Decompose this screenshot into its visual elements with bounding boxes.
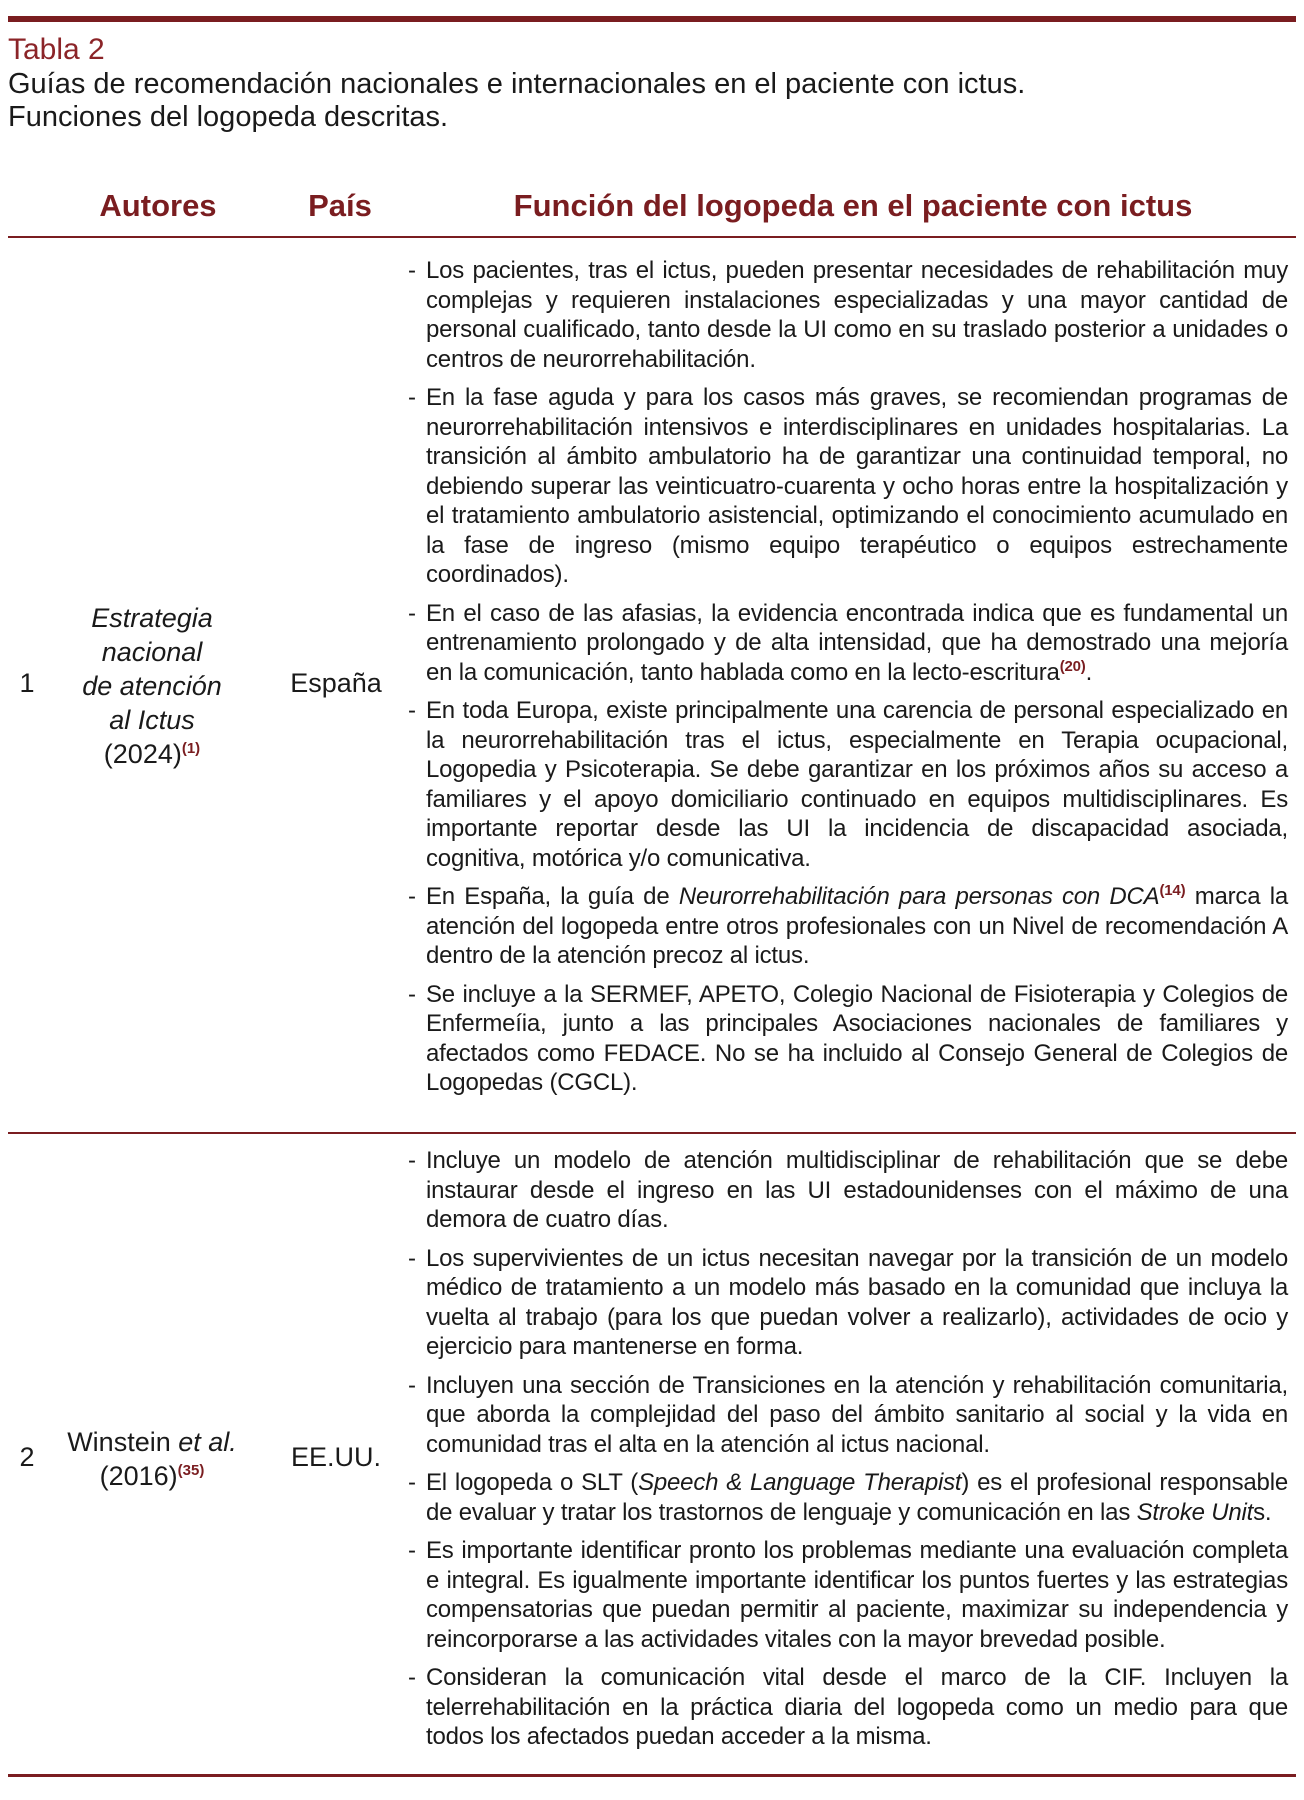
item-text: En toda Europa, existe principalmente una carencia de personal especializado en la neurorrehabilitación tras el ictus, especialmente en Terapia ocupacional, Logopedia y Psicoterapia. Se debe garantizar en los próximos años su acceso a familiares y el apoyo domiciliario continuado en equipos multidisciplinares. Es importante reportar desde las UI la incidencia de discapacidad asociada, cognitiva, motórica y/o comunicativa.	[426, 697, 1288, 872]
list-item: - En el caso de las afasias, la evidencia encontrada indica que es fundamental un entrenamiento prolongado y de alta intensidad, que ha demostrado una mejoría en la comunicación, tanto hablada como en la lecto-escritura$^{(20)}$.	[408, 599, 1288, 686]
author-line: nacional	[101, 637, 203, 667]
header-country: País	[308, 188, 372, 223]
author-line	[50, 1425, 254, 1459]
item-text: Los pacientes, tras el ictus, pueden presentar necesidades de rehabilitación muy complejas y requieren instalaciones especializadas y una mayor cantidad de personal cualificado, tanto desde la UI como en su traslado posterior a unidades o centros de neurorrehabilitación.	[426, 257, 1288, 373]
item-text: El logopeda o SLT (	[426, 1469, 639, 1496]
list-item: - En toda Europa, existe principalmente una carencia de personal especializado en la neurorrehabilitación tras el ictus, especialmente en Terapia ocupacional, Logopedia y Psicoterapia. Se debe garantizar en los próximos años su acceso a familiares y el apoyo domiciliario continuado en equipos multidisciplinares. Es importante reportar desde las UI la incidencia de discapacidad asociada, cognitiva, motórica y/o comunicativa.	[408, 697, 1288, 872]
list-item: - Incluye un modelo de atención multidisciplinar de rehabilitación que se debe instaurar desde el ingreso en las UI estadounidenses con el máximo de una demora de cuatro días.	[408, 1147, 1288, 1233]
header-rule	[8, 236, 1296, 238]
author-etal: et al.	[178, 1427, 237, 1457]
author-year-line	[50, 737, 254, 771]
item-text: Incluye un modelo de atención multidisciplinar de rehabilitación que se debe instaurar desde el ingreso en las UI estadounidenses con el máximo de una demora de cuatro días.	[426, 1147, 1288, 1233]
list-item: - En la fase aguda y para los casos más graves, se recomiendan programas de neurorrehabilitación intensivos e interdisciplinares en unidades hospitalarias. La transición al ámbito ambulatorio ha de garantizar una continuidad temporal, no debiendo superar las veinticuatro-cuarenta y ocho horas entre la hospitalización y el tratamiento ambulatorio asistencial, optimizando el conocimiento acumulado en la fase de ingreso (mismo equipo terapéutico o equipos estrechamente coordinados).	[408, 384, 1288, 588]
table-header	[8, 186, 1296, 232]
author-line: Estrategia	[91, 603, 213, 633]
author-year-line	[50, 1459, 254, 1493]
item-text: Se incluye a la SERMEF, APETO, Colegio Nacional de Fisioterapia y Colegios de Enfermeíia, junto a las principales Asociaciones nacionales de familiares y afectados como FEDACE. No se ha incluido al Consejo General de Colegios de Logopedas (CGCL).	[426, 980, 1288, 1096]
item-text-end: marca la atención del logopeda entre otros profesionales con un Nivel de recomendación A dentro de la atención precoz al ictus.	[426, 883, 1288, 969]
item-italic-text: Neurorrehabilitación para personas con DCA	[678, 883, 1160, 910]
caption-line-2: Funciones del logopeda descritas.	[8, 101, 449, 133]
row-country: España	[290, 668, 382, 698]
author-name: Winstein	[67, 1427, 179, 1457]
list-item: - En España, la guía de Neurorrehabilitación para personas con DCA$^{(14)}$ marca la atención del logopeda entre otros profesionales con un Nivel de recomendación A dentro de la atención precoz al ictus.	[408, 882, 1288, 969]
item-text-end: .	[1085, 658, 1093, 686]
author-reference: (35)	[177, 1462, 205, 1479]
item-text: Consideran la comunicación vital desde el marco de la CIF. Incluyen la telerrehabilitación en la práctica diaria del logopeda como un medio para que todos los afectados puedan acceder a la misma.	[426, 1664, 1288, 1750]
top-rule	[8, 16, 1296, 22]
list-item: - Los pacientes, tras el ictus, pueden presentar necesidades de rehabilitación muy complejas y requieren instalaciones especializadas y una mayor cantidad de personal cualificado, tanto desde la UI como en su traslado posterior a unidades o centros de neurorrehabilitación.	[408, 257, 1288, 373]
row-number: 1	[19, 668, 35, 698]
author-reference: (1)	[181, 740, 201, 757]
caption-label: Tabla 2	[8, 33, 105, 66]
item-text: Es importante identificar pronto los problemas mediante una evaluación completa e integral. Es igualmente importante identificar los puntos fuertes y las estrategias compensatorias que puedan permitir al paciente, maximizar su independencia y reincorporarse a las actividades vitales con la mayor brevedad posible.	[426, 1537, 1288, 1653]
item-text: En España, la guía de	[426, 883, 679, 910]
row-country: EE.UU.	[290, 1442, 382, 1472]
item-text: Incluyen una sección de Transiciones en la atención y rehabilitación comunitaria, que aborda la complejidad del paso del ámbito sanitario al social y la vida en comunidad tras el alta en la atención al ictus nacional.	[426, 1371, 1288, 1458]
row-number: 2	[19, 1442, 35, 1472]
caption-line-1: Guías de recomendación nacionales e internacionales en el paciente con ictus.	[8, 68, 1026, 100]
item-italic-text: Stroke Unit	[1136, 1498, 1254, 1526]
row-rule	[8, 1132, 1296, 1134]
list-item: - Los supervivientes de un ictus necesitan navegar por la transición de un modelo médico de tratamiento a un modelo más basado en la comunidad que incluya la vuelta al trabajo (para los que puedan volver a realizarlo), actividades de ocio y ejercicio para mantenerse en forma.	[408, 1244, 1288, 1360]
row-author	[50, 1425, 254, 1493]
author-year: (2024)	[103, 739, 182, 769]
header-authors: Autores	[99, 188, 217, 223]
list-item: - Se incluye a la SERMEF, APETO, Colegio Nacional de Fisioterapia y Colegios de Enfermeíia, junto a las principales Asociaciones nacionales de familiares y afectados como FEDACE. No se ha incluido al Consejo General de Colegios de Logopedas (CGCL).	[408, 980, 1288, 1096]
item-text-middle: ) es el profesional responsable de evaluar y tratar los trastornos de lenguaje y comunicación en las	[426, 1469, 1288, 1526]
list-item: - Consideran la comunicación vital desde el marco de la CIF. Incluyen la telerrehabilitación en la práctica diaria del logopeda como un medio para que todos los afectados puedan acceder a la misma.	[408, 1664, 1288, 1750]
function-list	[408, 256, 1288, 1107]
list-item: - Incluyen una sección de Transiciones en la atención y rehabilitación comunitaria, que aborda la complejidad del paso del ámbito sanitario al social y la vida en comunidad tras el alta en la atención al ictus nacional.	[408, 1371, 1288, 1458]
author-year: (2016)	[99, 1461, 178, 1491]
author-line: al Ictus	[109, 705, 195, 735]
table-caption	[8, 32, 1296, 134]
bottom-rule	[8, 1774, 1296, 1777]
item-reference: (14)	[1159, 882, 1186, 899]
list-item: - Es importante identificar pronto los problemas mediante una evaluación completa e integral. Es igualmente importante identificar los puntos fuertes y las estrategias compensatorias que puedan permitir al paciente, maximizar su independencia y reincorporarse a las actividades vitales con la mayor brevedad posible.	[408, 1537, 1288, 1653]
function-list	[408, 1146, 1288, 1761]
item-text: En el caso de las afasias, la evidencia encontrada indica que es fundamental un entrenamiento prolongado y de alta intensidad, que ha demostrado una mejoría en la comunicación, tanto hablada como en la lecto-escritura	[426, 599, 1288, 686]
item-reference: (20)	[1059, 657, 1086, 675]
item-text-end: s.	[1253, 1498, 1272, 1526]
list-item: - El logopeda o SLT (Speech & Language Therapist) es el profesional responsable de evaluar y tratar los trastornos de lenguaje y comunicación en las Stroke Units.	[408, 1469, 1288, 1526]
item-italic-text: Speech & Language Therapist	[638, 1469, 962, 1496]
item-text: Los supervivientes de un ictus necesitan navegar por la transición de un modelo médico de tratamiento a un modelo más basado en la comunidad que incluya la vuelta al trabajo (para los que puedan volver a realizarlo), actividades de ocio y ejercicio para mantenerse en forma.	[426, 1244, 1288, 1360]
row-author	[50, 601, 254, 771]
author-line: de atención	[82, 671, 222, 701]
header-function: Función del logopeda en el paciente con ictus	[513, 188, 1193, 223]
item-text: En la fase aguda y para los casos más graves, se recomiendan programas de neurorrehabilitación intensivos e interdisciplinares en unidades hospitalarias. La transición al ámbito ambulatorio ha de garantizar una continuidad temporal, no debiendo superar las veinticuatro-cuarenta y ocho horas entre la hospitalización y el tratamiento ambulatorio asistencial, optimizando el conocimiento acumulado en la fase de ingreso (mismo equipo terapéutico o equipos estrechamente coordinados).	[426, 384, 1288, 588]
